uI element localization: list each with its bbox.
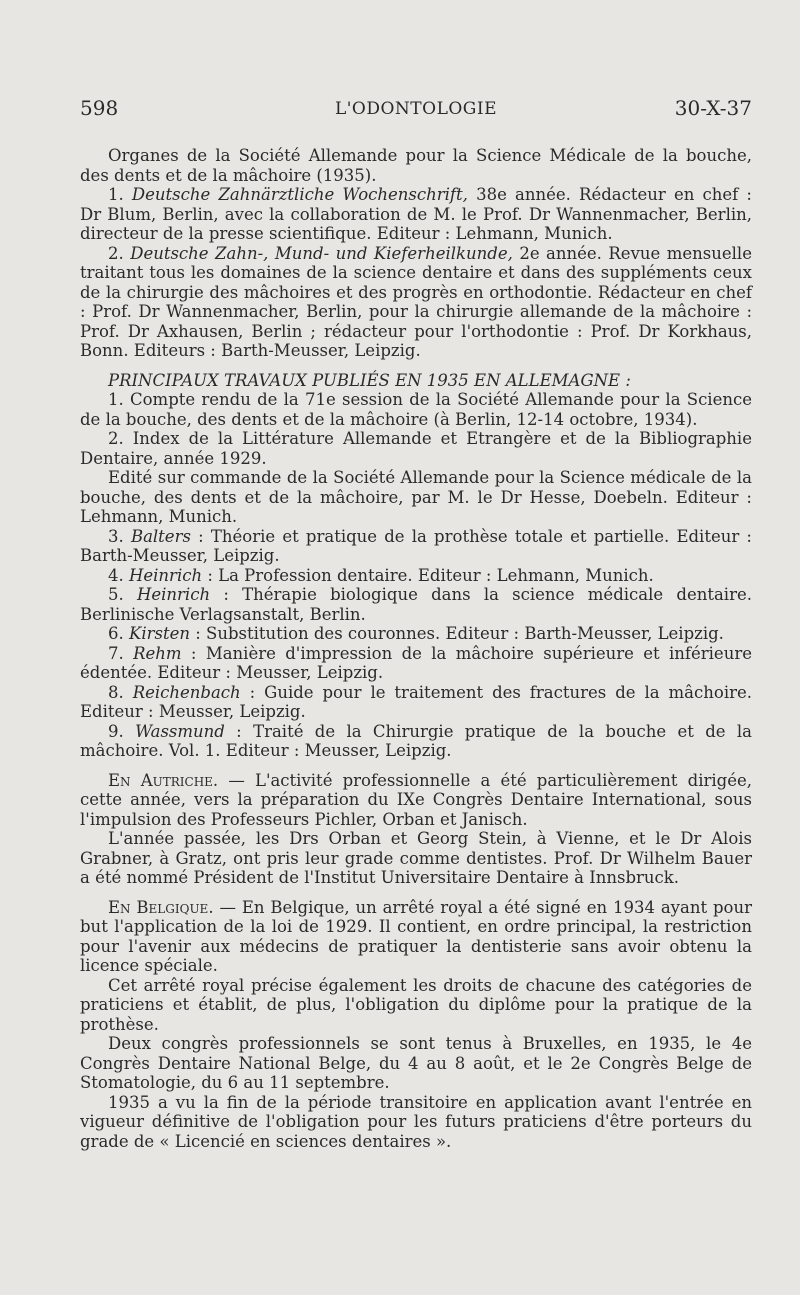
item-author: Heinrich [129, 565, 203, 585]
journal-item-1 [80, 185, 752, 244]
travaux-item [80, 468, 752, 527]
item-text: : Théorie et pratique de la prothèse totale et partielle. Editeur : Barth-Meusser, Leipzig. [80, 526, 752, 565]
item-text: : Substitution des couronnes. Editeur : Barth-Meusser, Leipzig. [189, 624, 724, 643]
item-text: : Manière d'impression de la mâchoire supérieure et inférieure édentée. Editeur : Meusser, Leipzig. [80, 643, 752, 682]
paragraph-text: — En Belgique, un arrêté royal a été signé en 1934 ayant pour but l'application de la loi de 1929. Il contient, en ordre principal, la restriction pour l'avenir aux médecins de pratiquer la dentisterie sans avoir obtenu la licence spéciale. [80, 897, 752, 975]
journal-description: 38e année. Rédacteur en chef : Dr Blum, Berlin, avec la collaboration de M. le Prof. Dr Wannenmacher, Berlin, directeur de la presse scientifique. Editeur : Lehmann, Munich. [80, 185, 752, 243]
section-heading-travaux: PRINCIPAUX TRAVAUX PUBLIÉS EN 1935 EN ALLEMAGNE : [108, 370, 631, 390]
item-text: Index de la Littérature Allemande et Etrangère et de la Bibliographie Dentaire, année 1929. [80, 429, 752, 468]
item-number: 4. [108, 565, 129, 585]
journal-title: Deutsche Zahnärztliche Wochenschrift, [131, 185, 468, 204]
travaux-item [80, 527, 752, 566]
item-text: : Guide pour le traitement des fractures de la mâchoire. Editeur : Meusser, Leipzig. [80, 682, 752, 721]
travaux-item [80, 624, 752, 644]
item-number: 1. [108, 185, 132, 204]
belgique-paragraph [80, 898, 752, 976]
travaux-item [80, 585, 752, 624]
autriche-paragraph [80, 771, 752, 830]
intro-paragraph: Organes de la Société Allemande pour la Science Médicale de la bouche, des dents et de la mâchoire (1935). [80, 146, 752, 185]
travaux-item [80, 566, 752, 586]
item-number: 7. [108, 643, 134, 663]
item-author: Heinrich [136, 585, 211, 604]
page-body [80, 146, 752, 1151]
item-number: 9. [108, 721, 136, 741]
issue-date: 30-X-37 [674, 96, 752, 120]
item-number: 8. [108, 682, 133, 702]
item-author: Rehm [133, 643, 182, 663]
section-label-autriche: En Autriche. [108, 770, 219, 790]
item-number: 6. [108, 624, 129, 643]
item-author: Balters [130, 526, 191, 546]
item-number: 5. [108, 585, 137, 604]
belgique-paragraph-2: Cet arrêté royal précise également les droits de chacune des catégories de praticiens et établit, de plus, l'obligation du diplôme pour la pratique de la prothèse. [80, 975, 752, 1034]
item-number: 3. [108, 526, 131, 546]
item-text: : Thérapie biologique dans la science médicale dentaire. Berlinische Verlagsanstalt, Berlin. [80, 585, 752, 624]
item-text: Compte rendu de la 71e session de la Société Allemande pour la Science de la bouche, des dents et de la mâchoire (à Berlin, 12-14 octobre, 1934). [80, 390, 752, 429]
item-number: 1. [108, 390, 130, 409]
item-number: 2. [108, 243, 131, 263]
item-number: 2. [108, 429, 133, 448]
travaux-item [80, 429, 752, 468]
travaux-item [80, 722, 752, 761]
item-text: : La Profession dentaire. Editeur : Lehmann, Munich. [202, 565, 654, 585]
journal-title: Deutsche Zahn-, Mund- und Kieferheilkunde, [130, 243, 513, 263]
page-header [80, 96, 752, 128]
travaux-item [80, 390, 752, 429]
belgique-paragraph-3: Deux congrès professionnels se sont tenus à Bruxelles, en 1935, le 4e Congrès Dentaire National Belge, du 4 au 8 août, et le 2e Congrès Belge de Stomatologie, du 6 au 11 septembre. [80, 1034, 752, 1092]
belgique-paragraph-4: 1935 a vu la fin de la période transitoire en application avant l'entrée en vigueur définitive de l'obligation pour les futurs praticiens d'être porteurs du grade de « Licencié en sciences dentaires ». [80, 1092, 752, 1151]
section-label-belgique: En Belgique. [108, 897, 214, 917]
item-author: Kirsten [129, 624, 190, 643]
item-author: Wassmund [135, 721, 225, 741]
journal-description: 2e année. Revue mensuelle traitant tous les domaines de la science dentaire et dans des suppléments ceux de la chirurgie des mâchoires et des progrès en orthodontie. Rédacteur en chef : Prof. Dr Wannenmacher, Berlin, pour la chirurgie allemande de la mâchoire : Prof. Dr Axhausen, Berlin ; rédacteur pour l'orthodontie : Prof. Dr Korkhaus, Bonn. Editeurs : Barth-Meusser, Leipzig. [80, 243, 752, 360]
paragraph-text: — L'activité professionnelle a été particulièrement dirigée, cette année, vers la préparation du IXe Congrès Dentaire International, sous l'impulsion des Professeurs Pichler, Orban et Janisch. [80, 770, 753, 829]
autriche-paragraph-2: L'année passée, les Drs Orban et Georg Stein, à Vienne, et le Dr Alois Grabner, à Gratz, ont pris leur grade comme dentistes. Prof. Dr Wilhelm Bauer a été nommé Président de l'Institut Universitaire Dentaire à Innsbruck. [80, 829, 752, 887]
page-number: 598 [80, 96, 119, 120]
item-text: : Traité de la Chirurgie pratique de la bouche et de la mâchoire. Vol. 1. Editeur : Meusser, Leipzig. [80, 721, 752, 760]
item-author: Reichenbach [132, 682, 241, 702]
travaux-item [80, 644, 752, 683]
travaux-item [80, 683, 752, 722]
running-title: L'ODONTOLOGIE [334, 99, 498, 119]
item-text: Edité sur commande de la Société Allemande pour la Science médicale de la bouche, des dents et de la mâchoire, par M. le Dr Hesse, Doebeln. Editeur : Lehmann, Munich. [80, 468, 752, 526]
journal-item-2 [80, 244, 752, 361]
